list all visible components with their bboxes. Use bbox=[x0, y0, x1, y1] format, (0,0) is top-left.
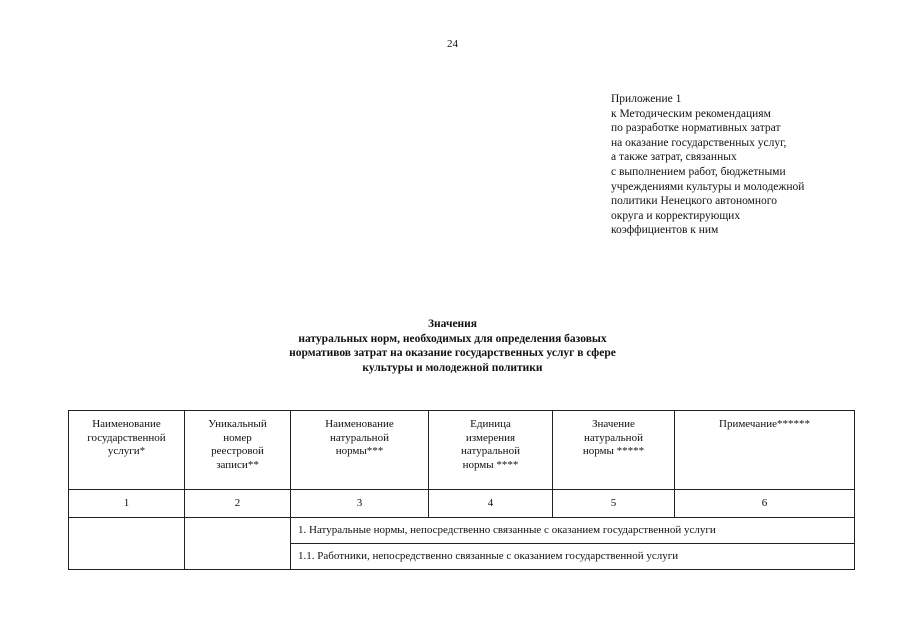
column-number-row bbox=[69, 490, 855, 518]
header-line: номер bbox=[223, 431, 252, 444]
appendix-line: с выполнением работ, бюджетными bbox=[611, 165, 786, 178]
header-line: натуральной bbox=[461, 445, 520, 458]
header-line: реестровой bbox=[211, 445, 264, 458]
document-title bbox=[0, 317, 905, 375]
title-line: нормативов затрат на оказание государственных услуг в сфере bbox=[289, 347, 616, 360]
title-line: культуры и молодежной политики bbox=[362, 361, 543, 374]
header-line: Наименование bbox=[325, 418, 394, 430]
header-norm-value bbox=[553, 411, 675, 490]
empty-cell bbox=[185, 518, 291, 570]
column-number: 5 bbox=[553, 490, 675, 518]
table-header-row bbox=[69, 411, 855, 490]
header-line: натуральной bbox=[330, 431, 389, 444]
empty-cell bbox=[69, 518, 185, 570]
header-line: нормы **** bbox=[462, 458, 519, 471]
header-line: Значение bbox=[592, 418, 635, 430]
appendix-line: а также затрат, связанных bbox=[611, 151, 737, 164]
appendix-line: по разработке нормативных затрат bbox=[611, 122, 781, 135]
header-line: измерения bbox=[465, 431, 516, 444]
page-number: 24 bbox=[447, 38, 458, 50]
header-line: нормы*** bbox=[335, 445, 384, 458]
appendix-block bbox=[611, 92, 891, 238]
header-registry-number bbox=[185, 411, 291, 490]
appendix-line: на оказание государственных услуг, bbox=[611, 136, 787, 149]
header-line: записи** bbox=[216, 458, 259, 471]
column-number: 2 bbox=[185, 490, 291, 518]
norms-table bbox=[68, 410, 855, 570]
header-line: Примечание****** bbox=[719, 418, 810, 430]
appendix-line: учреждениями культуры и молодежной bbox=[611, 180, 805, 193]
title-line: натуральных норм, необходимых для определения базовых bbox=[298, 332, 607, 345]
header-line: услуги* bbox=[107, 445, 146, 458]
appendix-line: Приложение 1 bbox=[611, 93, 682, 105]
column-number: 1 bbox=[69, 490, 185, 518]
column-number: 6 bbox=[675, 490, 855, 518]
header-unit bbox=[429, 411, 553, 490]
header-line: натуральной bbox=[584, 431, 643, 444]
header-line: Единица bbox=[470, 418, 511, 430]
appendix-line: округа и корректирующих bbox=[611, 209, 741, 222]
subsection-heading: 1.1. Работники, непосредственно связанные с оказанием государственной услуги bbox=[291, 544, 855, 570]
appendix-line: политики Ненецкого автономного bbox=[611, 195, 777, 208]
header-line: нормы ***** bbox=[582, 445, 645, 458]
title-line: Значения bbox=[427, 318, 478, 330]
header-line: Уникальный bbox=[208, 418, 267, 430]
header-service-name bbox=[69, 411, 185, 490]
table-row bbox=[69, 518, 855, 544]
header-line: государственной bbox=[87, 431, 166, 444]
header-norm-name bbox=[291, 411, 429, 490]
appendix-line: коэффициентов к ним bbox=[611, 224, 719, 237]
header-line: Наименование bbox=[92, 418, 161, 430]
appendix-line: к Методическим рекомендациям bbox=[611, 107, 771, 120]
column-number: 3 bbox=[291, 490, 429, 518]
column-number: 4 bbox=[429, 490, 553, 518]
header-note bbox=[675, 411, 855, 490]
section-heading: 1. Натуральные нормы, непосредственно связанные с оказанием государственной услуги bbox=[291, 518, 855, 544]
